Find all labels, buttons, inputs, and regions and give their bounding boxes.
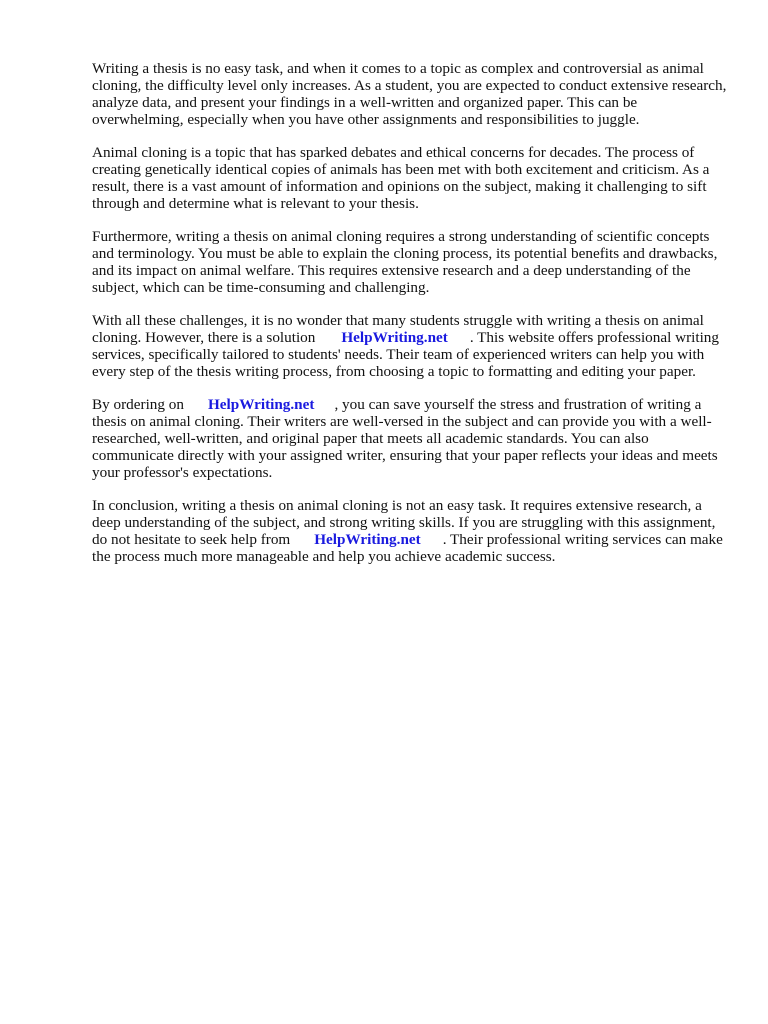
paragraph-text: Animal cloning is a topic that has sparked debates and ethical concerns for decades. The process of creating genetically identical copies of animals has been met with both excitement and criticism. As a result, there is a vast amount of information and opinions on the subject, making it challenging to sift through and determine what is relevant to your thesis. — [92, 144, 710, 212]
paragraph-ordering — [92, 396, 732, 481]
paragraph-text: , you can save yourself the stress and frustration of writing a thesis on animal cloning. Their writers are well-versed in the subject and can provide you with a well-researched, well-written, and original paper that meets all academic standards. You can also communicate directly with your assigned writer, ensuring that your paper reflects your ideas and meets your professor's expectations. — [92, 396, 718, 481]
paragraph-text: By ordering on — [92, 396, 184, 413]
helpwriting-link[interactable]: HelpWriting.net — [341, 329, 448, 346]
paragraph-conclusion — [92, 497, 732, 565]
paragraph-text: In conclusion, writing a thesis on animal cloning is not an easy task. It requires extensive research, a deep understanding of the subject, and strong writing skills. If you are struggling with this assignment, do not hesitate to seek help from — [92, 497, 716, 548]
paragraph-text: With all these challenges, it is no wonder that many students struggle with writing a thesis on animal cloning. However, there is a solution — [92, 312, 704, 346]
paragraph-text: . This website offers professional writing services, specifically tailored to students' needs. Their team of experienced writers can help you with every step of the thesis writing process, from choosing a topic to formatting and editing your paper. — [92, 329, 719, 380]
document-body — [92, 60, 732, 581]
helpwriting-link[interactable]: HelpWriting.net — [207, 396, 315, 413]
paragraph-requirements — [92, 228, 732, 296]
paragraph-text: Furthermore, writing a thesis on animal cloning requires a strong understanding of scientific concepts and terminology. You must be able to explain the cloning process, its potential benefits and drawbacks, and its impact on animal welfare. This requires extensive research and a deep understanding of the subject, which can be time-consuming and challenging. — [92, 228, 718, 296]
helpwriting-link[interactable]: HelpWriting.net — [314, 531, 421, 548]
paragraph-text: Writing a thesis is no easy task, and when it comes to a topic as complex and controversial as animal cloning, the difficulty level only increases. As a student, you are expected to conduct extensive research, analyze data, and present your findings in a well-written and organized paper. This can be overwhelming, especially when you have other assignments and responsibilities to juggle. — [92, 60, 727, 128]
paragraph-background — [92, 144, 732, 212]
paragraph-text: . Their professional writing services can make the process much more manageable and help you achieve academic success. — [92, 531, 723, 565]
paragraph-intro — [92, 60, 732, 128]
paragraph-solution — [92, 312, 732, 380]
